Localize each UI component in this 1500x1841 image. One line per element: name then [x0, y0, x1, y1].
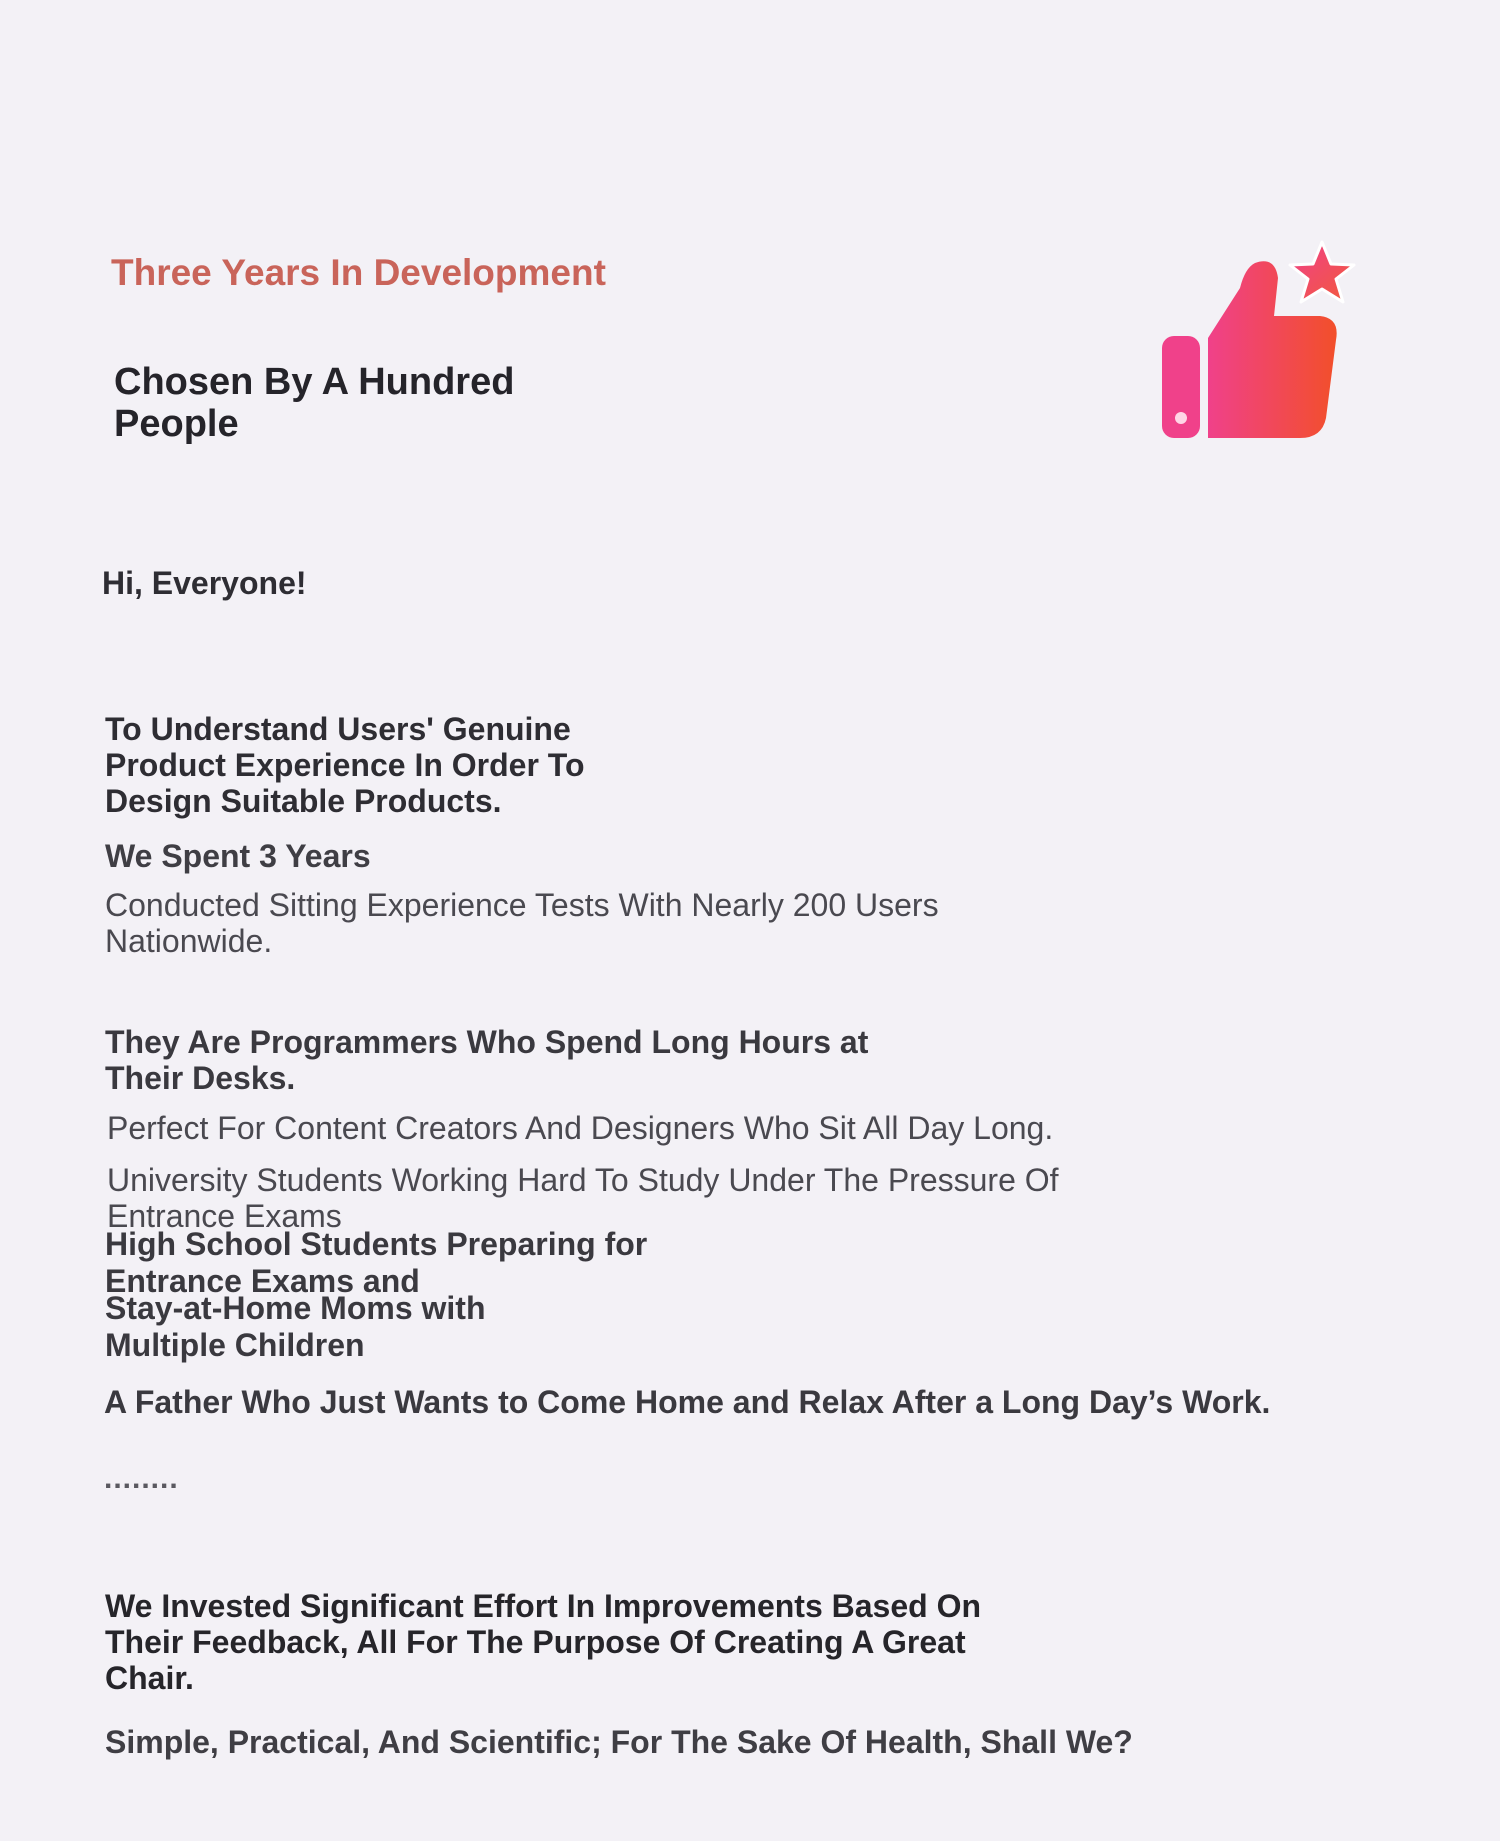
subheadline: Chosen By A Hundred People [114, 361, 515, 445]
greeting: Hi, Everyone! [102, 565, 307, 601]
creators-line: Perfect For Content Creators And Designers Who Sit All Day Long. [107, 1110, 1054, 1146]
programmers-line: They Are Programmers Who Spend Long Hours at Their Desks. [105, 1024, 869, 1096]
star-shape [1290, 242, 1354, 302]
ellipsis: ........ [104, 1462, 179, 1495]
years-spent: We Spent 3 Years [105, 838, 371, 874]
intro-paragraph: To Understand Users' Genuine Product Experience In Order To Design Suitable Products. [105, 711, 585, 819]
tests-paragraph: Conducted Sitting Experience Tests With Nearly 200 Users Nationwide. [105, 887, 939, 959]
moms-line: Stay-at-Home Moms with Multiple Children [105, 1290, 486, 1363]
thumbs-up-star-icon [1150, 228, 1370, 448]
university-line: University Students Working Hard To Study Under The Pressure Of Entrance Exams [107, 1162, 1059, 1234]
headline: Three Years In Development [111, 252, 606, 293]
closing-line: Simple, Practical, And Scientific; For The Sake Of Health, Shall We? [105, 1724, 1133, 1760]
thumb-cuff-dot [1175, 412, 1187, 424]
father-line: A Father Who Just Wants to Come Home and Relax After a Long Day’s Work. [104, 1384, 1271, 1420]
invested-paragraph: We Invested Significant Effort In Improvements Based On Their Feedback, All For The Purpose Of Creating A Great Chair. [105, 1588, 982, 1696]
highschool-line: High School Students Preparing for Entrance Exams and [105, 1226, 648, 1299]
